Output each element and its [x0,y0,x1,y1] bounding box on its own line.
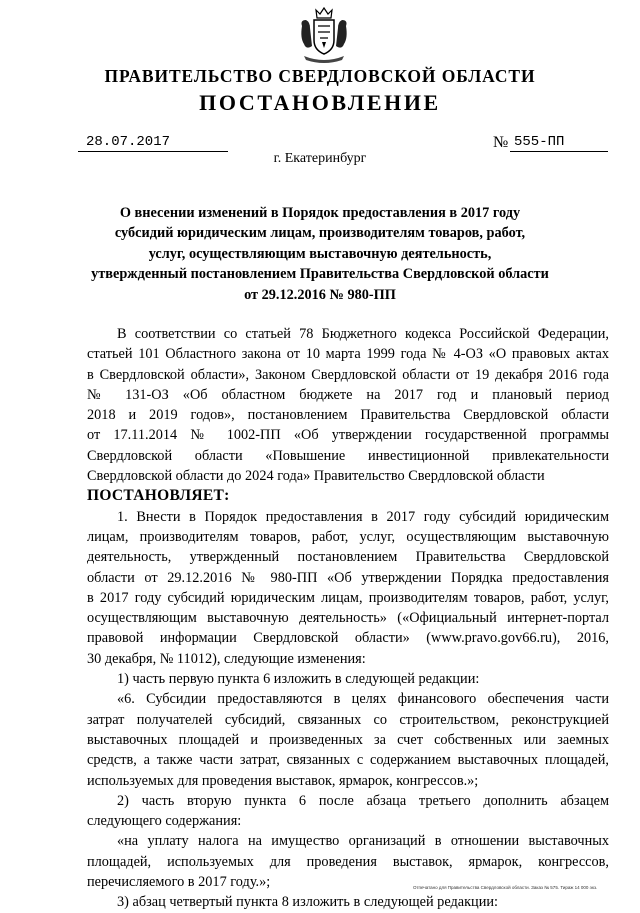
body-line: правовой информации Свердловской области» (www.pravo.gov66.ru), 2016, [87,630,609,647]
title-line: утвержденный постановлением Правительства Свердловской области [91,266,549,283]
title-line: от 29.12.2016 № 980-ПП [244,286,396,303]
body-line: выставочных площадей и произведенных за счет собственных или заемных [87,731,609,748]
body-line: 2) часть вторую пункта 6 после абзаца третьего дополнить абзацем [117,792,609,809]
body-line: «на уплату налога на имущество организаций в отношении выставочных [117,833,609,850]
body-line: Свердловской области до 2024 года» Правительство Свердловской области [87,468,545,485]
organization-title: ПРАВИТЕЛЬСТВО СВЕРДЛОВСКОЙ ОБЛАСТИ [104,66,536,86]
resolves-heading [87,486,609,506]
document-date: 28.07.2017 [78,134,228,152]
subitem-1-paragraph [87,669,609,689]
body-line: лицам, производителям товаров, работ, услуг, осуществляющим выставочную [87,528,609,545]
body-line: затрат получателей субсидий, связанных со строительством, реконструкцией [87,711,609,728]
body-line: статьей 101 Областного закона от 10 марта 1999 года № 4-ОЗ «О правовых актах [87,346,609,363]
body-line: в 2017 году субсидий юридическим лицам, производителям товаров, работ, услуг, [87,589,609,606]
title-line: услуг, осуществляющим выставочную деятельность, [148,245,492,262]
body-line: осуществляющим выставочную деятельность» («Официальный интернет-портал [87,610,609,627]
title-line: субсидий юридическим лицам, производителям товаров, работ, [114,225,526,242]
body-line: 1. Внести в Порядок предоставления в 2017 году субсидий юридическим [117,508,609,525]
body-line: Свердловской области «Повышение инвестиционной привлекательности [87,447,609,464]
document-number: 555-ПП [510,134,608,152]
subitem-3-paragraph [87,892,609,912]
body-line: «6. Субсидии предоставляются в целях финансового обеспечения части [117,691,609,708]
body-line: В соответствии со статьей 78 Бюджетного кодекса Российской Федерации, [117,326,609,342]
body-line: деятельность, утвержденный постановлением Правительства Свердловской [87,549,609,566]
coat-of-arms-icon [296,6,352,64]
subitem-2-paragraph [87,791,609,832]
preamble-paragraph [87,324,609,486]
title-line: О внесении изменений в Порядок предоставления в 2017 году [119,205,521,221]
body-line: от 17.11.2014 № 1002-ПП «Об утверждении государственной программы [87,427,609,444]
body-line: используемых для проведения выставок, ярмарок, конгрессов.»; [87,772,479,789]
number-sign: № [493,134,509,151]
print-footer: Отпечатано для Правительства Свердловской области. Заказ № 575. Тираж 14 000 экз. [413,885,598,890]
quoted-paragraph-6 [87,689,609,790]
body-line: в Свердловской области», Законом Свердловской области от 19 декабря 2016 года [87,366,609,383]
document-title [60,203,580,305]
body-line: средств, а также части затрат, связанных с содержанием выставочных площадей, [87,752,609,769]
body-line: следующего содержания: [87,813,242,830]
document-city: г. Екатеринбург [273,151,367,166]
body-line: ПОСТАНОВЛЯЕТ: [87,487,230,505]
body-line: № 131-ОЗ «Об областном бюджете на 2017 год и плановый период [87,386,609,403]
body-line: 3) абзац четвертый пункта 8 изложить в следующей редакции: [117,894,498,911]
document-body [87,324,609,913]
body-line: 30 декабря, № 11012), следующие изменения: [87,650,366,667]
quoted-tax-paragraph [87,831,609,892]
body-line: области от 29.12.2016 № 980-ПП «Об утверждении Порядка предоставления [87,569,609,586]
document-type: ПОСТАНОВЛЕНИЕ [199,90,441,115]
body-line: 1) часть первую пункта 6 изложить в следующей редакции: [117,671,480,688]
body-line: 2018 и 2019 годов», постановлением Правительства Свердловской области [87,407,609,424]
item-1-paragraph [87,507,609,669]
body-line: площадей, используемых для проведения выставок, ярмарок, конгрессов, [87,853,609,870]
body-line: перечисляемого в 2017 году.»; [87,874,271,891]
